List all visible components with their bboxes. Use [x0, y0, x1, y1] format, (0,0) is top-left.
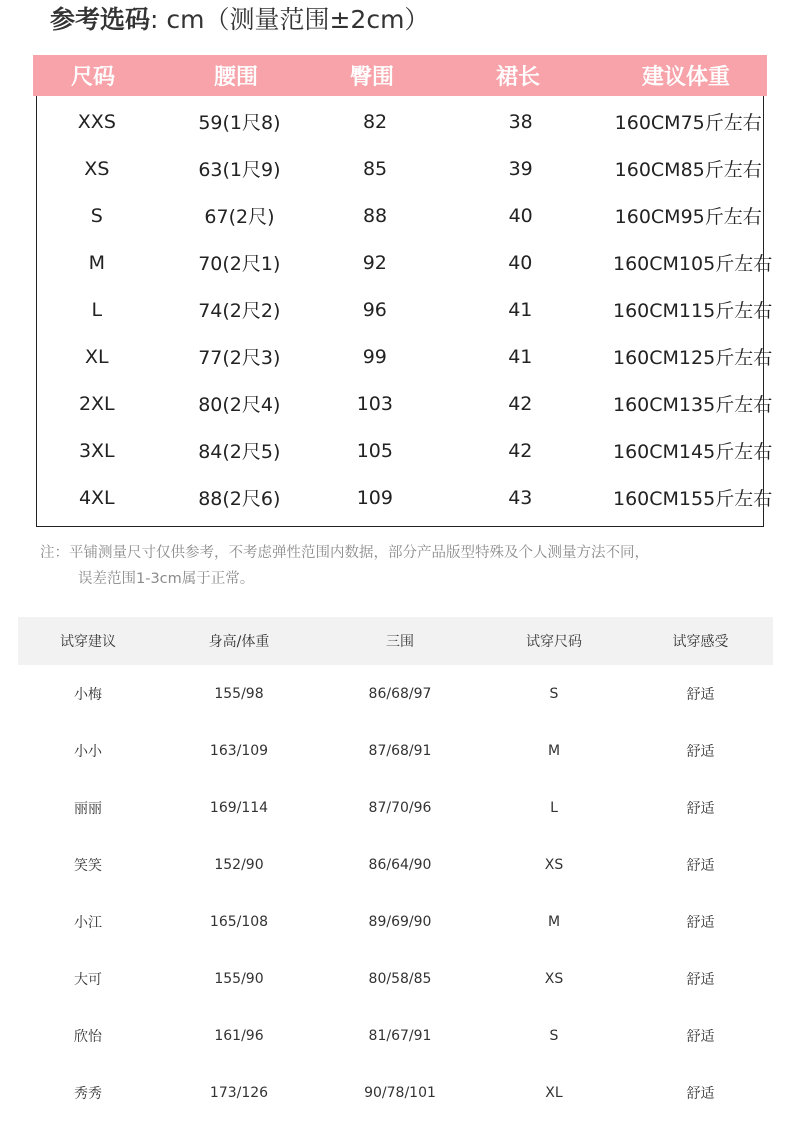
- header-try-size: 试穿尺码: [526, 634, 582, 650]
- cell-weight: 160CM105斤左右: [613, 253, 773, 275]
- table-row: [37, 380, 773, 427]
- cell-feeling: 舒适: [686, 971, 715, 988]
- cell-measurements: 87/70/96: [368, 799, 432, 816]
- cell-hip: 92: [362, 251, 387, 274]
- try-on-table: [18, 617, 773, 1121]
- table-row: [37, 239, 773, 286]
- cell-size: S: [90, 204, 103, 227]
- cell-model: 秀秀: [74, 1085, 102, 1102]
- cell-weight: 160CM95斤左右: [614, 206, 762, 228]
- table-row: [18, 836, 773, 893]
- size-chart-body: [37, 98, 773, 521]
- cell-height-weight: 152/90: [214, 856, 264, 873]
- cell-hip: 103: [356, 392, 393, 415]
- cell-try-size: S: [549, 1027, 559, 1044]
- cell-waist: 67(2尺): [204, 206, 275, 228]
- cell-hip: 109: [356, 486, 393, 509]
- cell-try-size: XL: [545, 1084, 563, 1101]
- cell-hip: 88: [362, 204, 388, 227]
- cell-measurements: 80/58/85: [368, 970, 432, 987]
- cell-measurements: 90/78/101: [364, 1084, 436, 1101]
- try-on-header: [18, 617, 773, 665]
- cell-try-size: M: [547, 742, 561, 759]
- cell-length: 41: [508, 298, 533, 321]
- cell-waist: 84(2尺5): [198, 441, 281, 463]
- cell-length: 39: [508, 157, 533, 180]
- cell-height-weight: 155/90: [214, 970, 264, 987]
- cell-feeling: 舒适: [686, 857, 715, 874]
- cell-measurements: 86/68/97: [368, 685, 432, 702]
- table-row: [37, 474, 773, 521]
- cell-hip: 85: [362, 157, 388, 180]
- cell-weight: 160CM125斤左右: [613, 347, 773, 369]
- cell-try-size: XS: [544, 970, 564, 987]
- note-line-2: 误差范围1-3cm属于正常。: [78, 571, 255, 587]
- cell-size: 3XL: [78, 439, 115, 462]
- cell-size: XS: [84, 157, 110, 180]
- cell-weight: 160CM145斤左右: [613, 441, 773, 463]
- cell-feeling: 舒适: [686, 686, 715, 703]
- header-size: 尺码: [70, 65, 115, 90]
- measurement-note: [40, 540, 780, 592]
- cell-hip: 99: [362, 345, 387, 368]
- note-line-1: 注：平铺测量尺寸仅供参考，不考虑弹性范围内数据，部分产品版型特殊及个人测量方法不同，: [40, 545, 649, 561]
- cell-measurements: 87/68/91: [368, 742, 432, 759]
- header-measurements: 三围: [386, 634, 414, 650]
- cell-waist: 70(2尺1): [198, 253, 281, 275]
- cell-feeling: 舒适: [686, 914, 715, 931]
- cell-weight: 160CM85斤左右: [614, 159, 762, 181]
- cell-length: 42: [508, 392, 533, 415]
- title-unit: : cm（测量范围±2cm）: [150, 5, 430, 34]
- cell-size: 2XL: [78, 392, 115, 415]
- cell-model: 丽丽: [74, 800, 102, 817]
- header-hip: 臀围: [349, 65, 394, 90]
- cell-height-weight: 161/96: [214, 1027, 264, 1044]
- cell-try-size: XS: [544, 856, 564, 873]
- cell-height-weight: 169/114: [209, 799, 269, 816]
- table-row: [37, 145, 763, 192]
- header-feeling: 试穿感受: [672, 634, 729, 650]
- header-skirt-length: 裙长: [495, 65, 540, 90]
- cell-measurements: 86/64/90: [368, 856, 432, 873]
- table-row: [18, 1007, 773, 1064]
- table-row: [37, 98, 763, 145]
- cell-hip: 82: [362, 110, 388, 133]
- cell-weight: 160CM115斤左右: [613, 300, 773, 322]
- cell-model: 小江: [74, 914, 102, 931]
- cell-model: 大可: [74, 971, 102, 988]
- table-row: [37, 333, 773, 380]
- cell-feeling: 舒适: [686, 1028, 715, 1045]
- table-row: [37, 427, 773, 474]
- cell-feeling: 舒适: [686, 800, 715, 817]
- cell-hip: 105: [356, 439, 393, 462]
- cell-height-weight: 155/98: [214, 685, 264, 702]
- cell-length: 40: [508, 251, 533, 274]
- cell-waist: 88(2尺6): [198, 488, 281, 510]
- cell-model: 小梅: [74, 686, 102, 703]
- page-title: [50, 0, 429, 40]
- cell-size: XL: [84, 345, 109, 368]
- cell-length: 40: [508, 204, 533, 227]
- table-row: [18, 893, 773, 950]
- table-row: [18, 950, 773, 1007]
- cell-height-weight: 163/109: [209, 742, 269, 759]
- cell-waist: 59(1尺8): [198, 112, 281, 134]
- cell-measurements: 81/67/91: [368, 1027, 432, 1044]
- cell-waist: 77(2尺3): [198, 347, 281, 369]
- cell-weight: 160CM135斤左右: [613, 394, 773, 416]
- cell-size: 4XL: [78, 486, 115, 509]
- header-model: 试穿建议: [60, 634, 116, 650]
- table-row: [37, 192, 763, 239]
- table-row: [18, 1064, 773, 1121]
- cell-measurements: 89/69/90: [368, 913, 432, 930]
- cell-length: 42: [508, 439, 533, 462]
- cell-try-size: M: [547, 913, 561, 930]
- cell-weight: 160CM75斤左右: [614, 112, 762, 134]
- cell-hip: 96: [362, 298, 387, 321]
- cell-waist: 63(1尺9): [198, 159, 281, 181]
- cell-feeling: 舒适: [686, 743, 715, 760]
- cell-waist: 74(2尺2): [198, 300, 281, 322]
- table-row: [37, 286, 773, 333]
- cell-try-size: L: [550, 799, 558, 816]
- cell-size: M: [88, 251, 105, 274]
- title-main: 参考选码: [50, 5, 151, 34]
- cell-model: 小小: [74, 743, 102, 760]
- cell-feeling: 舒适: [686, 1085, 715, 1102]
- header-waist: 腰围: [213, 65, 258, 90]
- table-row: [18, 779, 773, 836]
- size-chart-header: [33, 55, 767, 96]
- cell-length: 41: [508, 345, 533, 368]
- cell-try-size: S: [549, 685, 559, 702]
- cell-waist: 80(2尺4): [198, 394, 281, 416]
- cell-model: 笑笑: [74, 857, 102, 874]
- cell-height-weight: 165/108: [209, 913, 269, 930]
- cell-size: XXS: [77, 110, 116, 133]
- header-height-weight: 身高/体重: [208, 634, 270, 650]
- table-row: [18, 665, 773, 722]
- cell-length: 38: [508, 110, 533, 133]
- cell-length: 43: [508, 486, 533, 509]
- size-chart-table: [36, 55, 773, 527]
- table-row: [18, 722, 773, 779]
- cell-height-weight: 173/126: [209, 1084, 269, 1101]
- cell-model: 欣怡: [74, 1028, 102, 1045]
- cell-weight: 160CM155斤左右: [613, 488, 773, 510]
- cell-size: L: [91, 298, 103, 321]
- header-weight: 建议体重: [641, 65, 730, 90]
